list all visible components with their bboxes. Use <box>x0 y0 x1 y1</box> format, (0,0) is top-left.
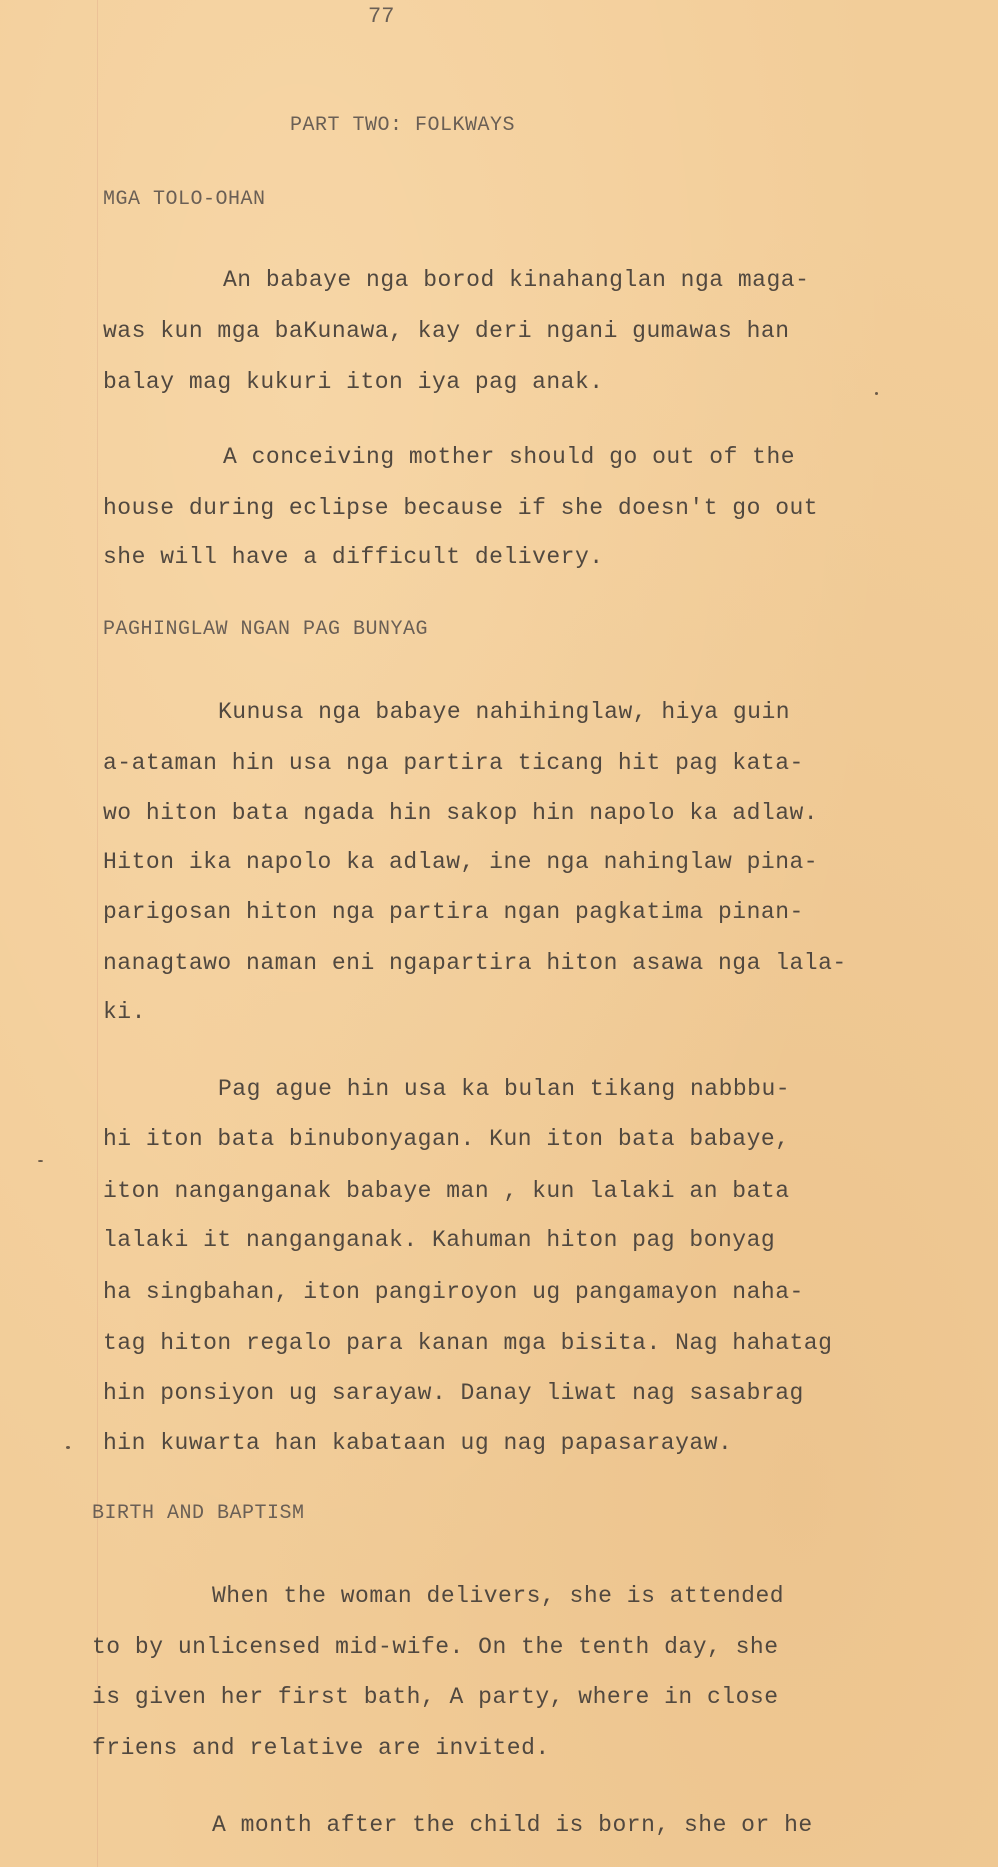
text-line: An babaye nga borod kinahanglan nga maga- <box>223 267 810 293</box>
section-heading-birth-and-baptism: BIRTH AND BAPTISM <box>92 1502 305 1525</box>
section-heading-mga-tolo-ohan: MGA TOLO-OHAN <box>103 188 266 211</box>
text-line: friens and relative are invited. <box>92 1735 550 1761</box>
text-line: nanagtawo naman eni ngapartira hiton asawa nga lala- <box>103 950 847 976</box>
text-line: Hiton ika napolo ka adlaw, ine nga nahinglaw pina- <box>103 849 819 875</box>
text-line: A month after the child is born, she or he <box>212 1812 813 1838</box>
part-title: PART TWO: FOLKWAYS <box>290 114 516 137</box>
text-line: was kun mga baKunawa, kay deri ngani gumawas han <box>103 318 790 344</box>
text-line: Kunusa nga babaye nahihinglaw, hiya guin <box>218 699 791 725</box>
text-line: ki. <box>103 999 146 1025</box>
text-line: ha singbahan, iton pangiroyon ug pangamayon naha- <box>103 1279 804 1305</box>
ink-speck <box>38 1160 43 1162</box>
text-line: parigosan hiton nga partira ngan pagkatima pinan- <box>103 899 804 925</box>
text-line: hin kuwarta han kabataan ug nag papasarayaw. <box>103 1430 733 1456</box>
text-line: wo hiton bata ngada hin sakop hin napolo ka adlaw. <box>103 800 819 826</box>
text-line: tag hiton regalo para kanan mga bisita. Nag hahatag <box>103 1330 833 1356</box>
text-line: to by unlicensed mid-wife. On the tenth day, she <box>92 1634 779 1660</box>
text-line: house during eclipse because if she doesn't go out <box>103 495 819 521</box>
text-line: When the woman delivers, she is attended <box>212 1583 785 1609</box>
text-line: balay mag kukuri iton iya pag anak. <box>103 369 604 395</box>
text-line: iton nanganganak babaye man , kun lalaki an bata <box>103 1178 790 1204</box>
text-line: lalaki it nanganganak. Kahuman hiton pag bonyag <box>103 1227 776 1253</box>
ink-speck <box>66 1446 70 1449</box>
page-number: 77 <box>368 4 395 29</box>
text-line: a-ataman hin usa nga partira ticang hit pag kata- <box>103 750 804 776</box>
text-line: is given her first bath, A party, where in close <box>92 1684 779 1710</box>
text-line: hi iton bata binubonyagan. Kun iton bata babaye, <box>103 1126 790 1152</box>
text-line: she will have a difficult delivery. <box>103 544 604 570</box>
text-line: hin ponsiyon ug sarayaw. Danay liwat nag sasabrag <box>103 1380 804 1406</box>
section-heading-paghinglaw-ngan-pag-bunyag: PAGHINGLAW NGAN PAG BUNYAG <box>103 618 429 641</box>
margin-rule <box>97 0 98 1867</box>
text-line: A conceiving mother should go out of the <box>223 444 796 470</box>
text-line: Pag ague hin usa ka bulan tikang nabbbu- <box>218 1076 791 1102</box>
ink-speck <box>875 392 878 395</box>
